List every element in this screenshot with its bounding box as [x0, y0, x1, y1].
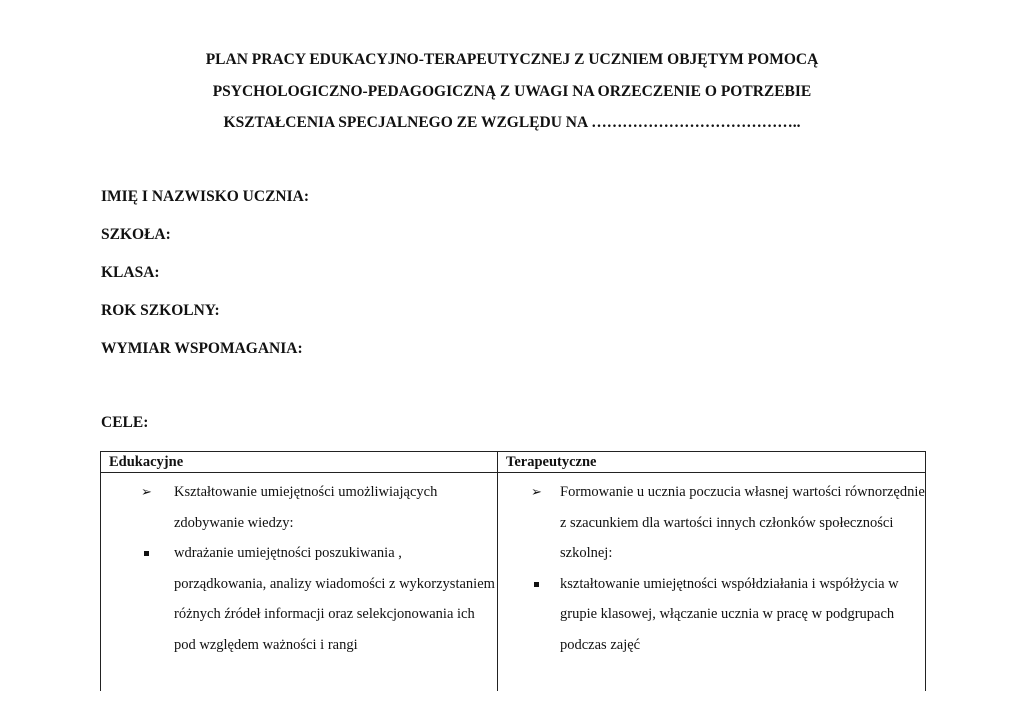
table-header-row: [101, 452, 926, 473]
header-therapeutic: Terapeutyczne: [498, 452, 926, 473]
header-educational: Edukacyjne: [101, 452, 498, 473]
list-item-text: Kształtowanie umiejętności umożliwiających zdobywanie wiedzy:: [174, 484, 438, 531]
field-class: KLASA:: [101, 264, 160, 281]
list-item-text: wdrażanie umiejętności poszukiwania , porządkowania, analizy wiadomości z wykorzystaniem różnych źródeł informacji oraz selekcjonowania ich pod względem ważności i rangi: [174, 545, 495, 653]
square-bullet-icon: [534, 582, 539, 587]
list-item: [498, 569, 925, 661]
table-row: [101, 473, 926, 692]
title-line-1: PLAN PRACY EDUKACYJNO-TERAPEUTYCZNEJ Z UCZNIEM OBJĘTYM POMOCĄ: [205, 51, 819, 68]
field-student-name: IMIĘ I NAZWISKO UCZNIA:: [101, 188, 309, 205]
goals-heading: CELE:: [101, 414, 149, 431]
list-item: [498, 477, 925, 569]
list-item-text: kształtowanie umiejętności współdziałania i współżycia w grupie klasowej, włączanie ucznia w pracę w podgrupach podczas zajęć: [560, 575, 899, 653]
field-school-year: ROK SZKOLNY:: [101, 302, 220, 319]
field-support-scope: WYMIAR WSPOMAGANIA:: [101, 340, 303, 357]
therapeutic-goals-list: [498, 473, 925, 660]
arrow-bullet-icon: ➢: [141, 484, 152, 499]
arrow-bullet-icon: ➢: [531, 484, 542, 499]
list-item: [101, 477, 497, 538]
field-school: SZKOŁA:: [101, 226, 171, 243]
educational-goals-cell: [101, 473, 498, 692]
list-item-text: Formowanie u ucznia poczucia własnej wartości równorzędnie z szacunkiem dla wartości innych członków społeczności szkolnej:: [560, 484, 925, 561]
document-title: [100, 44, 924, 139]
goals-table: [100, 451, 926, 691]
educational-goals-list: [101, 473, 497, 660]
title-line-2: PSYCHOLOGICZNO-PEDAGOGICZNĄ Z UWAGI NA ORZECZENIE O POTRZEBIE: [212, 82, 812, 100]
title-line-3: KSZTAŁCENIA SPECJALNEGO ZE WZGLĘDU NA …………………………………..: [223, 114, 801, 131]
list-item: [101, 538, 497, 660]
square-bullet-icon: [144, 551, 149, 556]
therapeutic-goals-cell: [498, 473, 926, 692]
